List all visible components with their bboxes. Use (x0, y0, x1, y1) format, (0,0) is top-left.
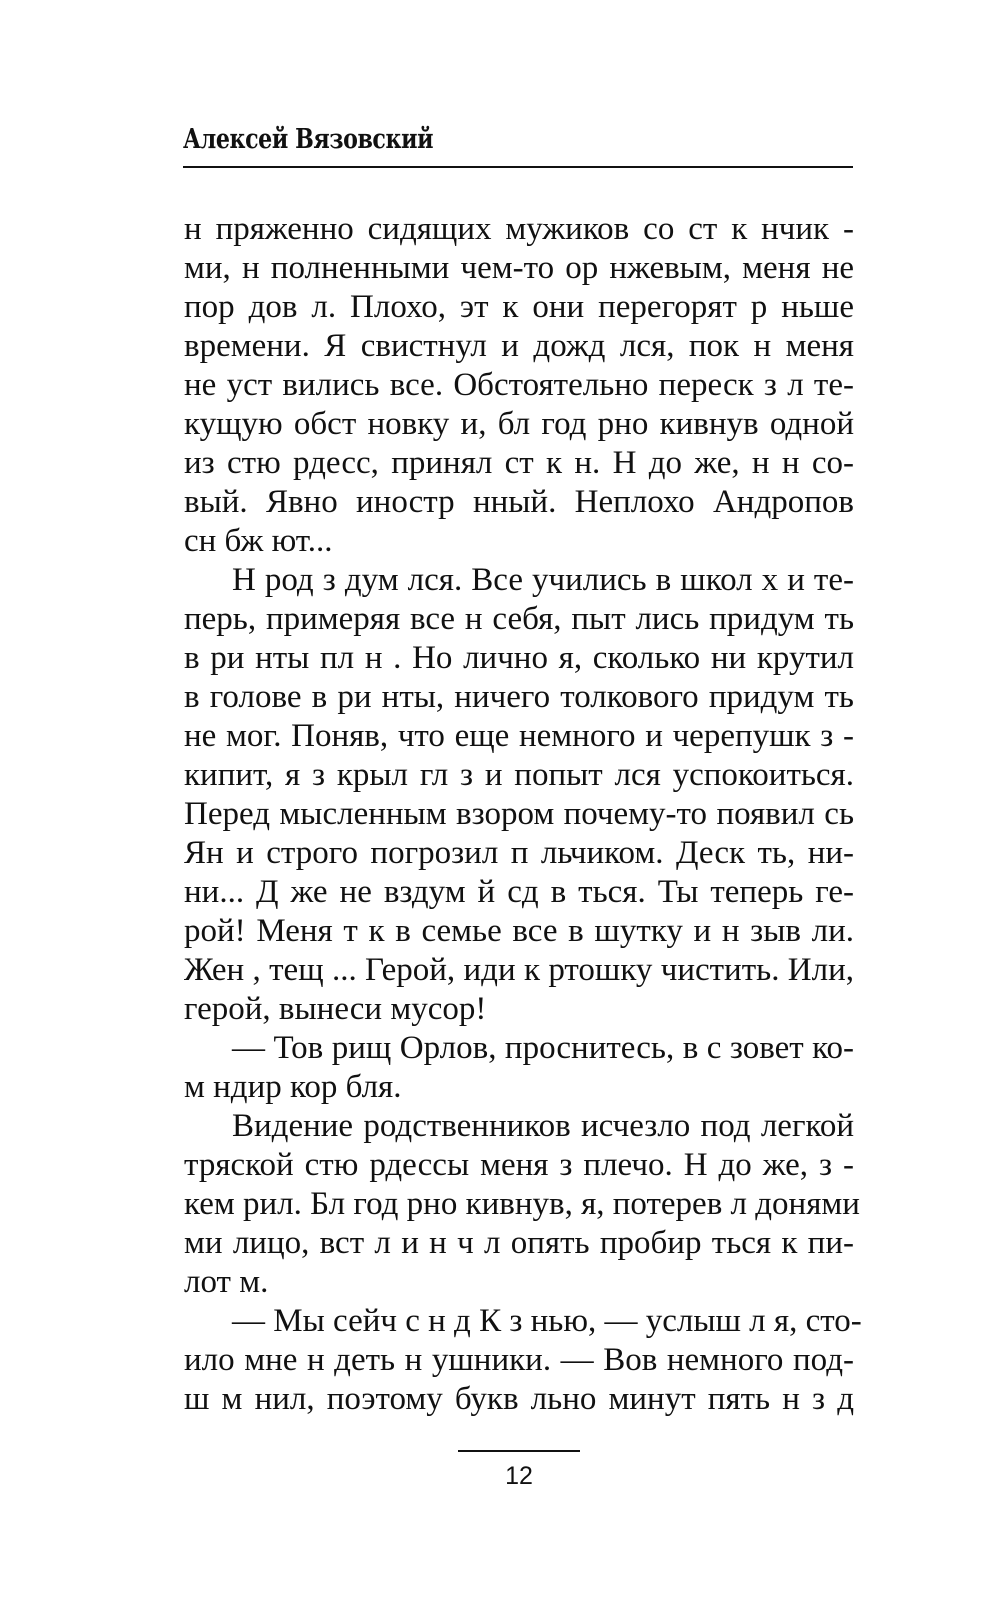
text-line: н пряженно сидящих мужиков со ст к нчик - (184, 211, 854, 247)
header-rule (183, 166, 853, 168)
text-line: не мог. Поняв, что еще немного и черепушк з - (184, 718, 854, 754)
text-line: — Тов рищ Орлов, проснитесь, в с зовет ко- (232, 1030, 854, 1066)
text-line: Видение родственников исчезло под легкой (232, 1108, 854, 1144)
body-text (184, 210, 862, 1419)
text-line: Жен , тещ ... Герой, иди к ртошку чистить. Или, (184, 952, 854, 988)
text-line: Перед мысленным взором почему-то появил сь (184, 796, 854, 832)
text-line: кем рил. Бл год рно кивнув, я, потерев л донями (184, 1186, 860, 1222)
text-line: тряской стю рдессы меня з плечо. Н до же, з - (184, 1147, 854, 1183)
text-line: м ндир кор бля. (184, 1069, 402, 1105)
text-line: — Мы сейч с н д К з нью, — услыш л я, сто- (232, 1303, 862, 1339)
text-line: ш м нил, поэтому букв льно минут пять н з д (184, 1381, 854, 1417)
running-head: Алексей Вязовский (183, 124, 434, 155)
page-number: 12 (505, 1462, 533, 1490)
text-line: сн бж ют... (184, 523, 333, 559)
text-line: Ян и строго погрозил п льчиком. Деск ть, ни- (184, 835, 854, 871)
text-line: вый. Явно иностр нный. Неплохо Андропов (184, 484, 854, 520)
text-line: кипит, я з крыл гл з и попыт лся успокоиться. (184, 757, 854, 793)
text-line: из стю рдесс, принял ст к н. Н до же, н н со- (184, 445, 854, 481)
text-line: кущую обст новку и, бл год рно кивнув одной (184, 406, 854, 442)
text-line: времени. Я свистнул и дожд лся, пок н меня (184, 328, 854, 364)
text-line: в голове в ри нты, ничего толкового придум ть (184, 679, 854, 715)
text-line: Н род з дум лся. Все учились в школ х и те- (232, 562, 854, 598)
footer-rule (458, 1450, 580, 1452)
text-line: пор дов л. Плохо, эт к они перегорят р ньше (184, 289, 854, 325)
text-line: ни... Д же не вздум й сд в ться. Ты теперь ге- (184, 874, 854, 910)
text-line: ми, н полненными чем-то ор нжевым, меня не (184, 250, 854, 286)
text-line: не уст вились все. Обстоятельно переск з л те- (184, 367, 854, 403)
text-line: лот м. (184, 1264, 269, 1300)
text-line: в ри нты пл н . Но лично я, сколько ни крутил (184, 640, 854, 676)
text-line: ило мне н деть н ушники. — Вов немного под- (184, 1342, 854, 1378)
text-line: перь, примеряя все н себя, пыт лись придум ть (184, 601, 854, 637)
text-line: ми лицо, вст л и н ч л опять пробир ться к пи- (184, 1225, 854, 1261)
text-line: рой! Меня т к в семье все в шутку и н зыв ли. (184, 913, 854, 949)
text-line: герой, вынеси мусор! (184, 991, 487, 1027)
